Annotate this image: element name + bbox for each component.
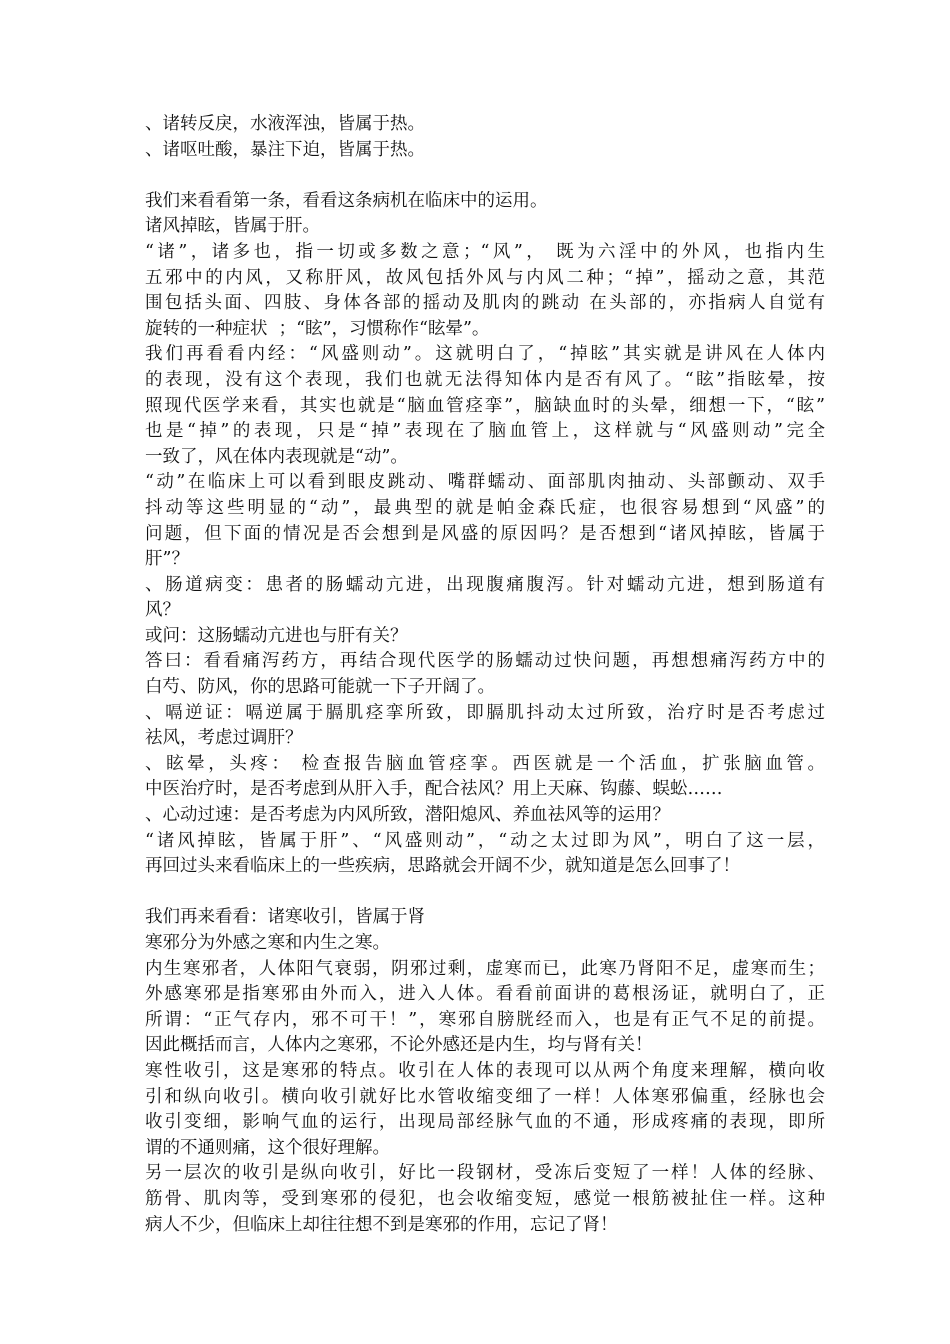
text-line: 风？	[145, 600, 180, 621]
paragraph	[145, 214, 825, 240]
text-line: 抖动等这些明显的“动”，最典型的就是帕金森氏症，也很容易想到“风盛”的	[145, 497, 825, 518]
text-line: 或问：这肠蠕动亢进也与肝有关？	[145, 625, 408, 646]
text-line: 一致了，风在体内表现就是“动”。	[145, 446, 408, 467]
paragraph	[145, 470, 825, 572]
text-line: 我们再看看内经：“风盛则动”。这就明白了，“掉眩”其实就是讲风在人体内	[145, 344, 825, 365]
paragraph	[145, 342, 825, 470]
paragraph-spacer	[145, 880, 825, 906]
text-line: 另一层次的收引是纵向收引，好比一段钢材，受冻后变短了一样！人体的经脉、	[145, 1163, 825, 1184]
paragraph	[145, 624, 825, 650]
text-line: 祛风，考虑过调肝？	[145, 728, 303, 749]
text-line: 病人不少，但临床上却往往想不到是寒邪的作用，忘记了肾！	[145, 1214, 618, 1235]
text-line: 中医治疗时，是否考虑到从肝入手，配合祛风？用上天麻、钩藤、蜈蚣……	[145, 779, 723, 800]
text-line: 谓的不通则痛，这个很好理解。	[145, 1137, 390, 1158]
text-line: 内生寒邪者，人体阳气衰弱，阴邪过剩，虚寒而已，此寒乃肾阳不足，虚寒而生；	[145, 958, 825, 979]
paragraph	[145, 829, 825, 880]
text-line: 寒性收引，这是寒邪的特点。收引在人体的表现可以从两个角度来理解，横向收	[145, 1060, 825, 1081]
paragraph	[145, 957, 825, 1059]
text-line: 、嗝逆证：嗝逆属于膈肌痉挛所致，即膈肌抖动太过所致，治疗时是否考虑过	[145, 702, 825, 723]
text-line: “诸风掉眩，皆属于肝”、“风盛则动”，“动之太过即为风”，明白了这一层，	[145, 830, 825, 851]
text-line: 、眩晕，头疼： 检查报告脑血管痉挛。西医就是一个活血，扩张脑血管。	[145, 753, 825, 774]
paragraph	[145, 649, 825, 700]
paragraph	[145, 573, 825, 624]
text-line: 旋转的一种症状 ；“眩”，习惯称作“眩晕”。	[145, 318, 490, 339]
paragraph	[145, 240, 825, 342]
text-line: 问题，但下面的情况是否会想到是风盛的原因吗？是否想到“诸风掉眩，皆属于	[145, 523, 825, 544]
text-line: 筋骨、肌肉等，受到寒邪的侵犯，也会收缩变短，感觉一根筋被扯住一样。这种	[145, 1188, 825, 1209]
paragraph	[145, 931, 825, 957]
text-line: 白芍、防风，你的思路可能就一下子开阔了。	[145, 677, 495, 698]
text-line: 、心动过速：是否考虑为内风所致，潜阳熄风、养血祛风等的运用？	[145, 805, 670, 826]
text-line: 再回过头来看临床上的一些疾病，思路就会开阔不少，就知道是怎么回事了！	[145, 856, 740, 877]
document-body	[145, 112, 825, 1238]
text-line: 照现代医学来看，其实也就是“脑血管痉挛”，脑缺血时的头晕，细想一下，“眩”	[145, 395, 825, 416]
text-line: 诸风掉眩，皆属于肝。	[145, 216, 320, 237]
paragraph	[145, 905, 825, 931]
text-line: 也是“掉”的表现，只是“掉”表现在了脑血管上，这样就与“风盛则动”完全	[145, 421, 825, 442]
text-line: 、肠道病变：患者的肠蠕动亢进，出现腹痛腹泻。针对蠕动亢进，想到肠道有	[145, 574, 825, 595]
paragraph	[145, 1059, 825, 1161]
text-line: 收引变细，影响气血的运行，出现局部经脉气血的不通，形成疼痛的表现，即所	[145, 1112, 825, 1133]
text-line: 寒邪分为外感之寒和内生之寒。	[145, 933, 390, 953]
text-line: 五邪中的内风，又称肝风，故风包括外风与内风二种；“掉”，摇动之意，其范	[145, 267, 825, 288]
text-line: 围包括头面、四肢、身体各部的摇动及肌肉的跳动 在头部的，亦指病人自觉有	[145, 293, 825, 314]
text-line: 外感寒邪是指寒邪由外而入，进入人体。看看前面讲的葛根汤证，就明白了，正	[145, 984, 825, 1005]
text-line: “诸”，诸多也，指一切或多数之意；“风”， 既为六淫中的外风，也指内生	[145, 241, 825, 262]
text-line: 引和纵向收引。横向收引就好比水管收缩变细了一样！人体寒邪偏重，经脉也会	[145, 1086, 825, 1107]
text-line: 、诸呕吐酸，暴注下迫，皆属于热。	[145, 139, 425, 160]
paragraph	[145, 189, 825, 215]
text-line: 因此概括而言，人体内之寒邪，不论外感还是内生，均与肾有关！	[145, 1035, 653, 1056]
paragraph	[145, 138, 825, 164]
text-line: 我们再来看看：诸寒收引，皆属于肾	[145, 907, 425, 928]
paragraph-spacer	[145, 163, 825, 189]
text-line: 所谓：“正气存内，邪不可干！”，寒邪自膀胱经而入，也是有正气不足的前提。	[145, 1009, 825, 1030]
paragraph	[145, 701, 825, 752]
paragraph	[145, 112, 825, 138]
text-line: 的表现，没有这个表现，我们也就无法得知体内是否有风了。“眩”指眩晕，按	[145, 369, 825, 390]
paragraph	[145, 803, 825, 829]
text-line: “动”在临床上可以看到眼皮跳动、嘴群蠕动、面部肌肉抽动、头部颤动、双手	[145, 472, 825, 493]
text-line: 答曰：看看痛泻药方，再结合现代医学的肠蠕动过快问题，再想想痛泻药方中的	[145, 651, 825, 672]
text-line: 、诸转反戾，水液浑浊，皆属于热。	[145, 114, 425, 134]
paragraph	[145, 752, 825, 803]
text-line: 肝”？	[145, 549, 189, 570]
paragraph	[145, 1161, 825, 1238]
text-line: 我们来看看第一条，看看这条病机在临床中的运用。	[145, 190, 548, 211]
